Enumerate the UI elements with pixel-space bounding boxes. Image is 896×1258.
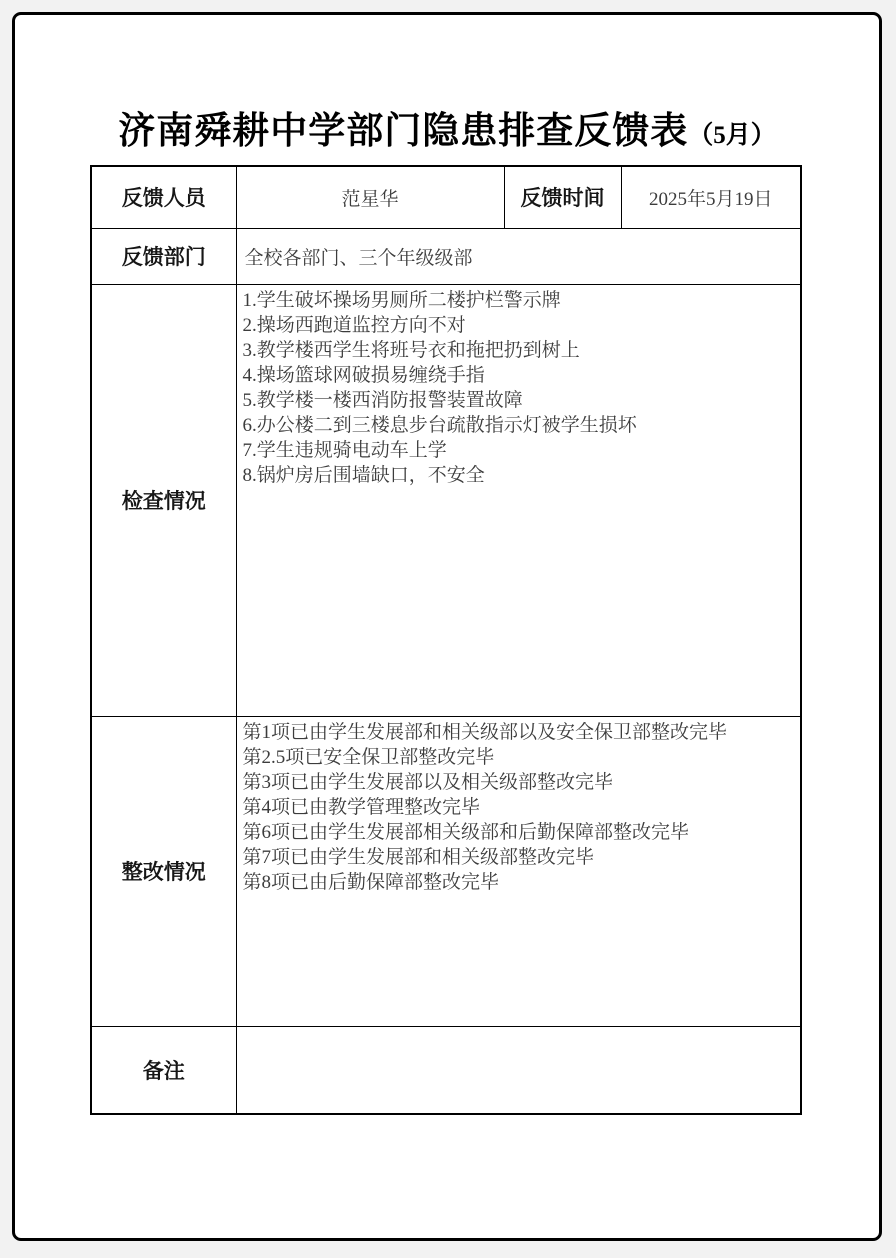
rectification-content-cell (236, 716, 801, 1026)
remarks-value (236, 1026, 801, 1114)
list-line: 5.教学楼一楼西消防报警装置故障 (242, 389, 523, 411)
list-line: 2.操场西跑道监控方向不对 (242, 314, 466, 336)
feedback-department-label: 反馈部门 (91, 228, 236, 284)
inspection-list (243, 288, 793, 488)
list-line: 第6项已由学生发展部相关级部和后勤保障部整改完毕 (242, 821, 690, 843)
rectification-label: 整改情况 (91, 716, 236, 1026)
list-line: 3.教学楼西学生将班号衣和拖把扔到树上 (242, 339, 580, 361)
document-page (12, 12, 882, 1241)
feedback-department-value: 全校各部门、三个年级级部 (236, 228, 801, 284)
remarks-label: 备注 (91, 1026, 236, 1114)
page-title-month-suffix: （5月） (688, 122, 776, 149)
row-feedback-person (91, 166, 801, 228)
list-line: 6.办公楼二到三楼息步台疏散指示灯被学生损坏 (242, 414, 637, 436)
list-line: 第8项已由后勤保障部整改完毕 (242, 871, 500, 893)
row-rectification (91, 716, 801, 1026)
list-line: 4.操场篮球网破损易缠绕手指 (242, 364, 485, 386)
list-line: 第2.5项已安全保卫部整改完毕 (242, 746, 495, 768)
list-line: 第1项已由学生发展部和相关级部以及安全保卫部整改完毕 (242, 721, 728, 743)
inspection-content-cell (236, 284, 801, 716)
inspection-label: 检查情况 (91, 284, 236, 716)
page-title-text: 济南舜耕中学部门隐患排查反馈表 (118, 111, 689, 152)
list-line: 1.学生破坏操场男厕所二楼护栏警示牌 (242, 289, 561, 311)
row-remarks (91, 1026, 801, 1114)
rectification-list (243, 720, 793, 895)
feedback-person-label: 反馈人员 (91, 166, 236, 228)
feedback-time-value: 2025年5月19日 (621, 166, 801, 228)
list-line: 第3项已由学生发展部以及相关级部整改完毕 (242, 771, 614, 793)
list-line: 7.学生违规骑电动车上学 (242, 439, 447, 461)
row-feedback-department (91, 228, 801, 284)
feedback-person-value: 范星华 (236, 166, 504, 228)
list-line: 第4项已由教学管理整改完毕 (242, 796, 481, 818)
row-inspection (91, 284, 801, 716)
list-line: 第7项已由学生发展部和相关级部整改完毕 (242, 846, 595, 868)
feedback-form-table (90, 165, 802, 1115)
page-title (15, 100, 879, 154)
list-line: 8.锅炉房后围墙缺口，不安全 (242, 464, 485, 486)
feedback-time-label: 反馈时间 (504, 166, 621, 228)
